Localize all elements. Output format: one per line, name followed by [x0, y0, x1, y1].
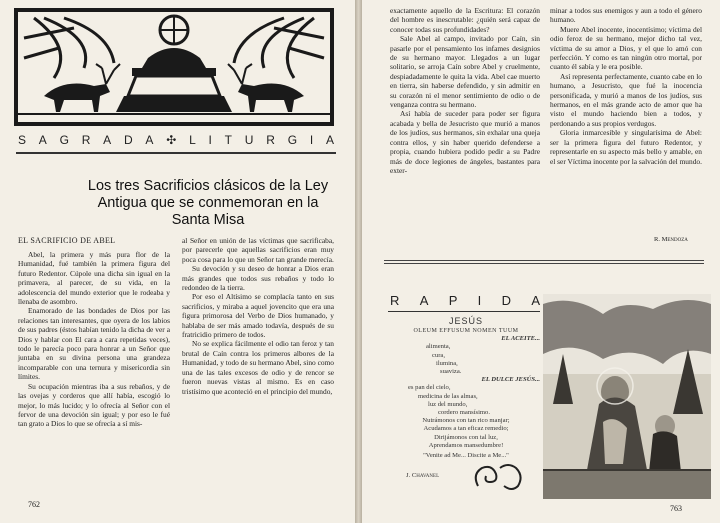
paragraph: Por eso el Altísimo se complacía tanto en sus sacrificios, y miraba a aquel jovencito que era una figura primorosa del Verbo de Dios humanado, y hablaba de ser más amado todavía, después de su fratricidio primero de todos.: [182, 292, 334, 340]
masthead-letter: A: [325, 133, 334, 147]
paragraph: Gloria inmarcesible y singularísima de Abel: ser la primera figura del futuro Redentor, y representarle en su aspecto más bello y amable, en el ser Víctima inocente por la salvación del mundo.: [550, 128, 702, 166]
poem-line: EL DULCE JESÚS...: [481, 376, 540, 384]
section-masthead-rapida: [390, 293, 540, 308]
masthead-letter: I: [309, 133, 314, 147]
paragraph: minar a todos sus enemigos y aun a todo el género humano.: [550, 6, 702, 25]
poem-line: Acudamos a tan eficaz remedio;: [423, 425, 509, 433]
poem-line: Nutrámonos con tan rico manjar;: [422, 417, 510, 425]
flourish-ornament-icon: [470, 460, 526, 494]
religious-illustration-photo: [543, 294, 711, 499]
masthead-letter: I: [208, 133, 212, 147]
poem-line: ilumina,: [436, 359, 458, 367]
masthead-letter: U: [244, 133, 254, 147]
rapida-letter: A: [419, 293, 429, 308]
rapida-letter: D: [501, 293, 511, 308]
paragraph: al Señor en unión de las víctimas que sacrificaba, por parecerle que aquellas sacrificios eran muy poca cosa para lo que un Señor tan grande merecía.: [182, 236, 334, 264]
paragraph: No se explica fácilmente el odio tan feroz y tan brutal de Caín contra los primeros albores de la Humanidad, y todo de su hermano Abel, sino como una de las tales excesos de odio y de rencor se fueron nuevas vistas al mismo. Es en caso tristísimo que aconteció en el principio del mundo,: [182, 339, 334, 396]
paragraph: Sale Abel al campo, invitado por Caín, sin pasarle por el pensamiento los infames designios de su hermano mayor. Llegados a un lugar solitario, se arroja Caín sobre Abel y cruelmente, despiadadamente le quita la vida. Abel cae muerto en tierra, sin haberse defendido, y sin admitir en su corazón ni el menor sentimiento de odio o de venganza contra su hermano.: [390, 34, 540, 110]
poem-title: JESÚS: [448, 316, 483, 326]
paragraph: Su ocupación mientras iba a sus rebaños, y de las ovejas y corderos que allí había, escogió lo mejor, lo más lucido; y lo ofrecía al Señor con el fervor de una devoción sin igual; y por eso le fué tan grato a Dios lo que se ofrecía a sí mis-: [18, 381, 170, 429]
rapida-letter: P: [448, 293, 458, 308]
paragraph: Enamorado de las bondades de Dios por las relaciones tan interesantes, que oyera de los labios de sus padres (éstos habían tenido la dicha de ver a Dios y hablar con El cara a cara repetidas veces), todo le parecía poco para honrar a un Señor que juntaba en su divina persona una grandeza incomparable con una ternura y misericordia sin límites.: [18, 306, 170, 382]
poem-block: [392, 316, 540, 480]
poem-line: Dirijámonos con tal luz,: [434, 433, 498, 441]
paragraph: Así había de suceder para poder ser figura acabada y bella de Jesucristo que murió a manos de los judíos, sus hermanos, sin exhalar una queja contra ellos, y sin haber querido defenderse a propia, cuando hubiera podido pedir a su Padre más de doce legiones de ángeles, bastantes para exter-: [390, 109, 540, 175]
poem-line: EL ACEITE...: [501, 335, 540, 343]
poem-line: medicina de las almas,: [418, 392, 478, 400]
rapida-letter: A: [531, 293, 540, 308]
section-heading: EL SACRIFICIO DE ABEL: [18, 236, 116, 245]
book-gutter: [355, 0, 362, 523]
rapida-letter: R: [390, 293, 400, 308]
author-signature: R. Mendoza: [654, 236, 688, 243]
paragraph: exactamente aquello de la Escritura: El corazón del hombre es inescrutable: ¿quién será capaz de conocer todas sus profundidades?: [390, 6, 540, 34]
masthead-letter: A: [38, 133, 47, 147]
poem-line: alimenta,: [426, 343, 451, 351]
masthead-rule: [16, 152, 336, 154]
section-divider-double: [384, 263, 704, 264]
masthead-letter: A: [145, 133, 154, 147]
poem-line: cordero mansísimo.: [438, 409, 491, 417]
poem-subtitle: OLEUM EFFUSUM NOMEN TUUM: [413, 328, 519, 334]
masthead-letter: R: [81, 133, 91, 147]
poem-line: J. Chavanel: [406, 472, 440, 480]
poem-line: es pan del cielo,: [408, 384, 451, 392]
rapida-letter: I: [477, 293, 482, 308]
woodcut-header-illustration: [14, 8, 334, 126]
masthead-letter: A: [103, 133, 112, 147]
poem-line: Aprendamos mansedumbre!: [428, 441, 504, 449]
masthead-letter: R: [266, 133, 275, 147]
masthead-letter: T: [224, 133, 232, 147]
paragraph: Así representa perfectamente, cuanto cabe en lo humano, a Jesucristo, que fué la inocencia personificada, y murió a manos de los judíos, sus hermanos, en el más grande acto de amor que ha visto el mundo haciendo bien a todos, y perdonando a sus propios verdugos.: [550, 71, 702, 128]
poem-line: "Venite ad Me... Discite a Me...": [423, 452, 509, 460]
poem-line: cura,: [432, 351, 445, 359]
masthead-letter: G: [287, 133, 298, 147]
section-masthead-sagrada-liturgia: [18, 133, 334, 147]
right-page-column-1: [390, 6, 540, 175]
masthead-letter: D: [123, 133, 133, 147]
masthead-letter: S: [18, 133, 27, 147]
poem-line: luz del mundo,: [428, 400, 468, 408]
paragraph: Muere Abel inocente, inocentísimo; víctima del odio feroz de su hermano, mejor dicho tal vez, víctima de su amor a Dios, y el que lo amó con perfección. Y como es tan ningún otro mortal, por cuanto él sabía y le era posible.: [550, 24, 702, 72]
rapida-rule: [388, 311, 540, 312]
article-title: Los tres Sacrificios clásicos de la Ley Antigua que se conmemoran en la Santa Misa: [87, 178, 329, 228]
right-page-column-2: [550, 6, 702, 166]
left-page-column-2: [182, 236, 334, 396]
page-number-left: 762: [28, 500, 40, 509]
poem-line: suaviza.: [440, 368, 462, 376]
left-page-column-1: [18, 250, 170, 429]
masthead-letter: G: [59, 133, 69, 147]
paragraph: Abel, la primera y más pura flor de la Humanidad, fué también la primera figura del futuro Redentor. Cúpole una dicha sin igual en la primavera, al parecer, de su vida, en la adolescencia del mundo exterior que le rodeaba y llenaba de asombro.: [18, 250, 170, 307]
masthead-letter: L: [189, 133, 196, 147]
left-page: [0, 0, 355, 523]
cross-ornament-icon: ✣: [166, 133, 177, 147]
page-number-right: 763: [670, 504, 682, 513]
section-divider: [384, 260, 704, 261]
paragraph: Su devoción y su deseo de honrar a Dios eran más grandes que todos sus rebaños y todo lo redondeo de la tierra.: [182, 264, 334, 293]
